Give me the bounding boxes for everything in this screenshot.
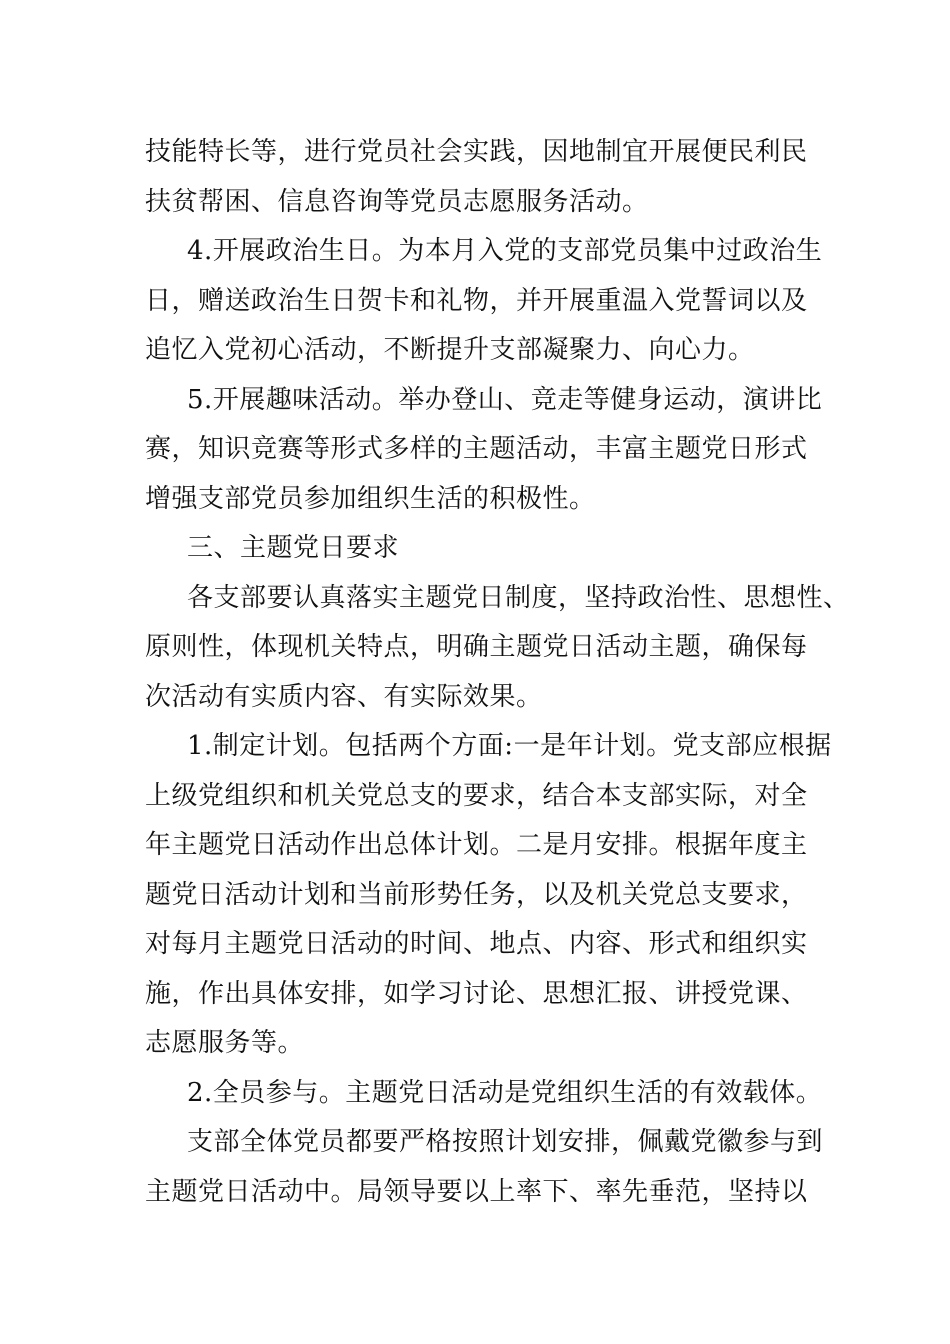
text-line: 题党日活动计划和当前形势任务，以及机关党总支要求，	[145, 879, 808, 910]
paragraph-5	[145, 574, 850, 723]
text-line: 4.开展政治生日。为本月入党的支部党员集中过政治生	[187, 236, 823, 266]
text-line: 施，作出具体安排，如学习讨论、思想汇报、讲授党课、	[145, 978, 808, 1009]
text-line: 2.全员参与。主题党日活动是党组织生活的有效载体。	[187, 1077, 823, 1108]
document-body	[145, 128, 850, 1217]
text-line: 主题党日活动中。局领导要以上率下、率先垂范，坚持以	[145, 1176, 808, 1207]
text-line: 上级党组织和机关党总支的要求，结合本支部实际，对全	[145, 780, 808, 811]
section-heading	[145, 524, 825, 574]
paragraph-8	[145, 1118, 825, 1217]
text-line: 支部全体党员都要严格按照计划安排，佩戴党徽参与到	[187, 1127, 824, 1157]
text-line: 对每月主题党日活动的时间、地点、内容、形式和组织实	[145, 929, 808, 959]
text-line: 次活动有实质内容、有实际效果。	[145, 681, 543, 712]
text-line: 日，赠送政治生日贺卡和礼物，并开展重温入党誓词以及	[145, 285, 808, 316]
paragraph-6	[145, 722, 832, 1069]
paragraph-3	[145, 376, 825, 525]
text-line: 年主题党日活动作出总体计划。二是月安排。根据年度主	[145, 830, 808, 860]
paragraph-7	[145, 1069, 825, 1119]
text-line: 赛，知识竞赛等形式多样的主题活动，丰富主题党日形式	[145, 434, 808, 464]
text-line: 志愿服务等。	[145, 1028, 305, 1058]
text-line: 各支部要认真落实主题党日制度，坚持政治性、思想性、	[187, 582, 850, 613]
text-line: 增强支部党员参加组织生活的积极性。	[145, 483, 596, 514]
text-line: 5.开展趣味活动。举办登山、竞走等健身运动，演讲比	[187, 384, 823, 415]
text-line: 扶贫帮困、信息咨询等党员志愿服务活动。	[145, 186, 649, 217]
text-line: 技能特长等，进行党员社会实践，因地制宜开展便民利民	[145, 137, 808, 167]
section-heading-text: 三、主题党日要求	[187, 533, 400, 563]
text-line: 追忆入党初心活动，不断提升支部凝聚力、向心力。	[145, 335, 755, 365]
paragraph-1	[145, 128, 825, 227]
paragraph-2	[145, 227, 825, 376]
text-line: 1.制定计划。包括两个方面:一是年计划。党支部应根据	[187, 731, 832, 761]
text-line: 原则性，体现机关特点，明确主题党日活动主题，确保每	[145, 632, 808, 662]
